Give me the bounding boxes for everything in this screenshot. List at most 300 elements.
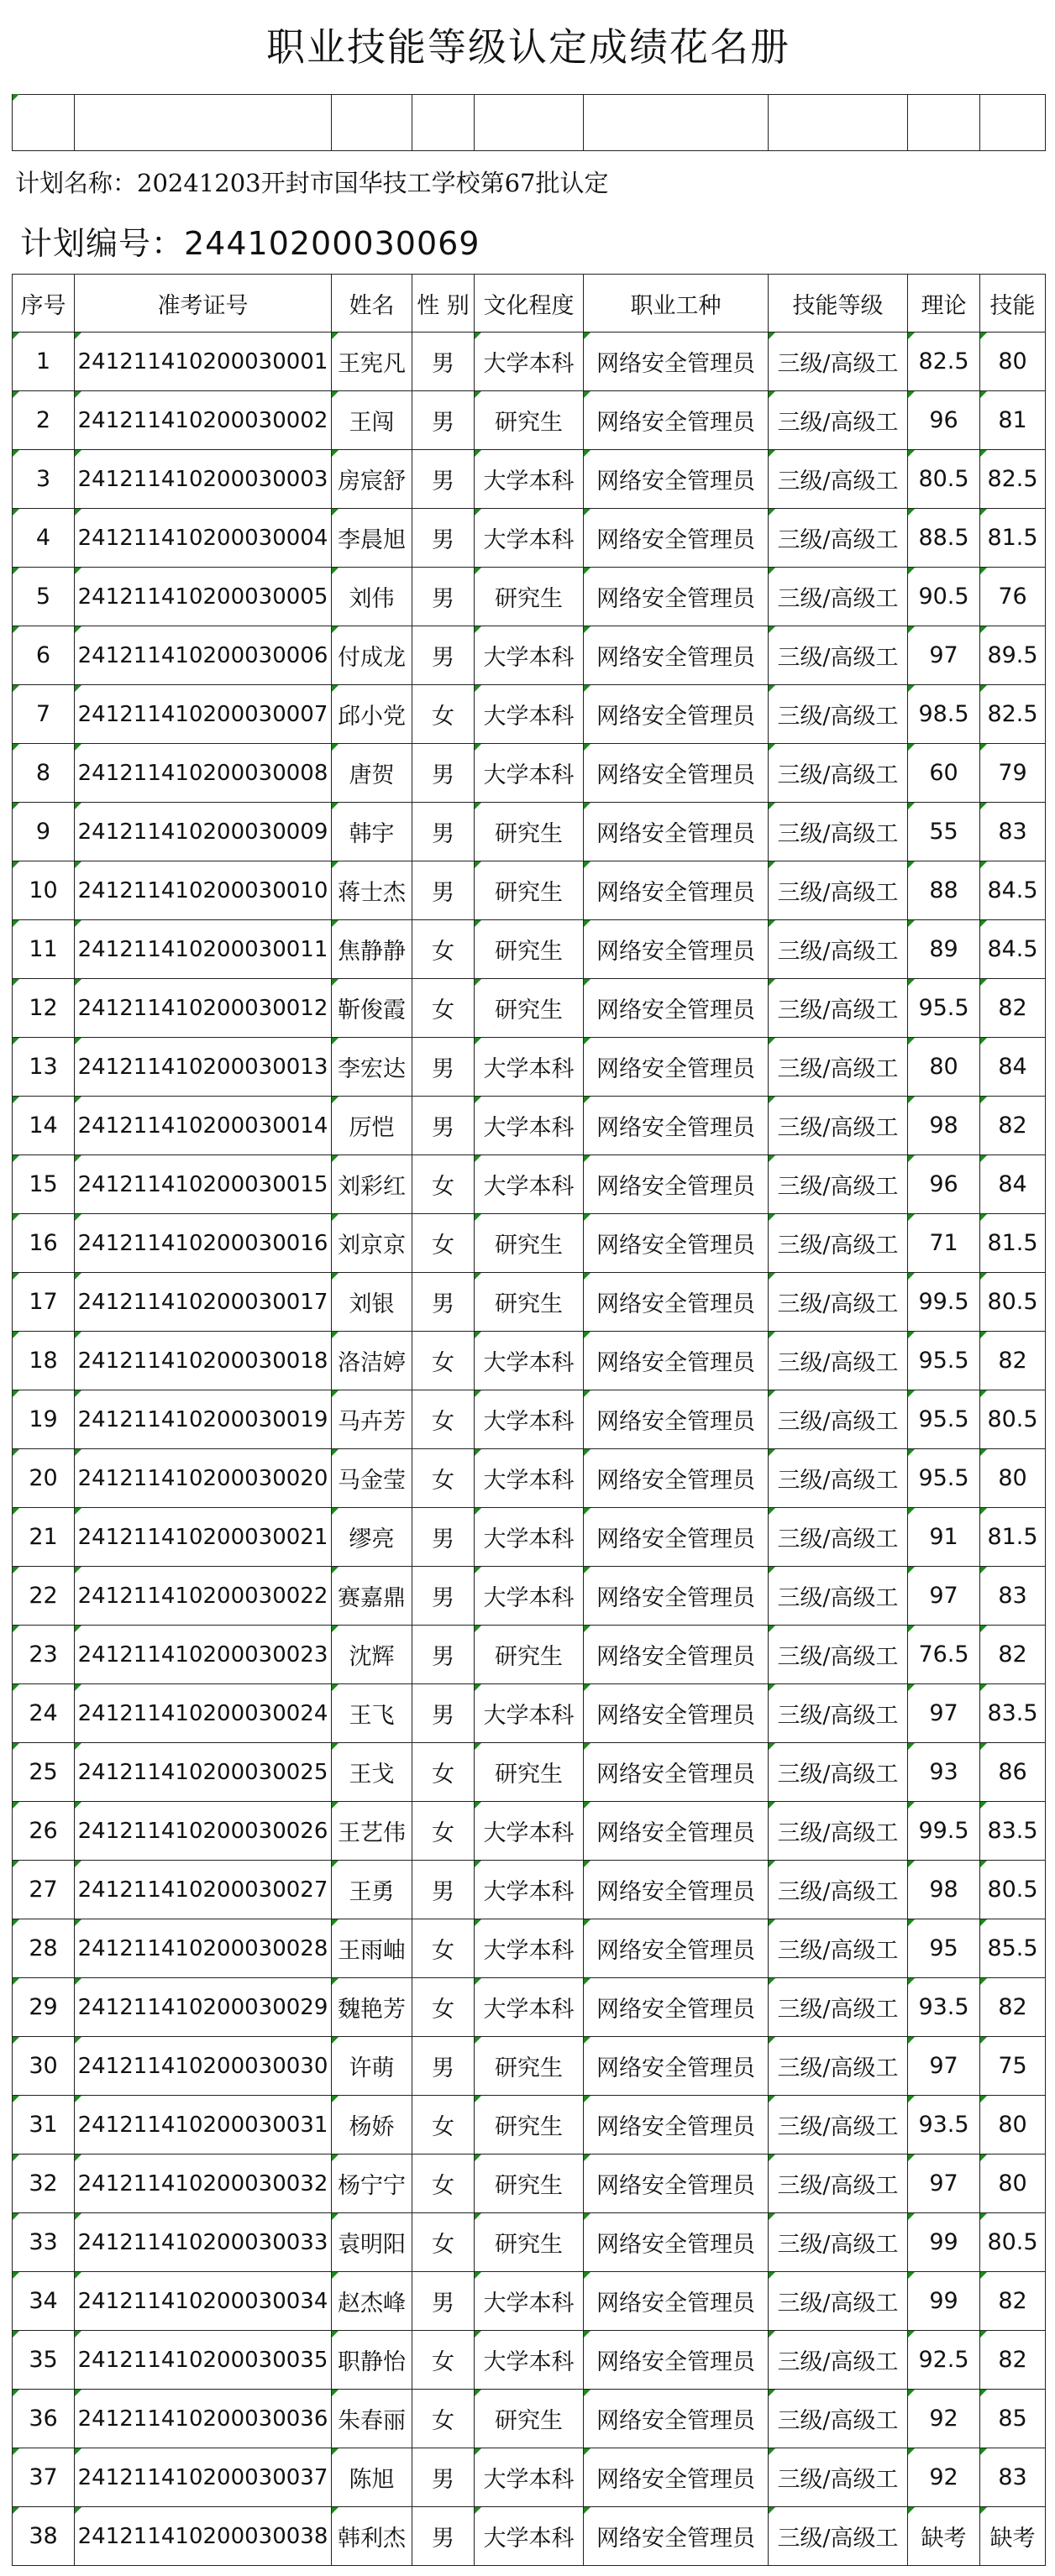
cell-occupation[interactable]: 网络安全管理员 — [584, 1567, 769, 1626]
cell-skill-level[interactable]: 三级/高级工 — [769, 450, 908, 509]
cell-exam-id[interactable]: 241211410200030006 — [75, 626, 332, 685]
cell-occupation[interactable]: 网络安全管理员 — [584, 1919, 769, 1978]
cell-exam-id[interactable]: 241211410200030010 — [75, 861, 332, 920]
cell-index[interactable]: 12 — [13, 979, 75, 1038]
cell-occupation[interactable]: 网络安全管理员 — [584, 2390, 769, 2448]
cell-index[interactable]: 34 — [13, 2272, 75, 2331]
cell-skill-score[interactable]: 84 — [980, 1038, 1046, 1097]
blank-cell[interactable] — [75, 94, 332, 151]
cell-skill-level[interactable]: 三级/高级工 — [769, 2155, 908, 2213]
cell-skill-score[interactable]: 82 — [980, 2331, 1046, 2390]
cell-occupation[interactable]: 网络安全管理员 — [584, 1214, 769, 1273]
cell-theory-score[interactable]: 98 — [908, 1861, 980, 1919]
cell-occupation[interactable]: 网络安全管理员 — [584, 861, 769, 920]
cell-theory-score[interactable]: 95 — [908, 1919, 980, 1978]
cell-name[interactable]: 靳俊霞 — [332, 979, 412, 1038]
cell-skill-score[interactable]: 80 — [980, 332, 1046, 391]
header-exam-id[interactable]: 准考证号 — [75, 275, 332, 332]
cell-theory-score[interactable]: 96 — [908, 391, 980, 450]
cell-skill-level[interactable]: 三级/高级工 — [769, 1097, 908, 1155]
cell-gender[interactable]: 女 — [412, 2155, 475, 2213]
cell-education[interactable]: 大学本科 — [475, 1919, 584, 1978]
blank-cell[interactable] — [908, 94, 980, 151]
cell-skill-level[interactable]: 三级/高级工 — [769, 391, 908, 450]
cell-occupation[interactable]: 网络安全管理员 — [584, 744, 769, 803]
cell-skill-level[interactable]: 三级/高级工 — [769, 568, 908, 626]
cell-theory-score[interactable]: 76.5 — [908, 1626, 980, 1684]
cell-index[interactable]: 30 — [13, 2037, 75, 2096]
cell-name[interactable]: 职静怡 — [332, 2331, 412, 2390]
cell-index[interactable]: 4 — [13, 509, 75, 568]
cell-skill-score[interactable]: 79 — [980, 744, 1046, 803]
cell-gender[interactable]: 男 — [412, 861, 475, 920]
cell-theory-score[interactable]: 93 — [908, 1743, 980, 1802]
cell-exam-id[interactable]: 241211410200030002 — [75, 391, 332, 450]
cell-name[interactable]: 马金莹 — [332, 1449, 412, 1508]
cell-education[interactable]: 研究生 — [475, 2096, 584, 2155]
cell-skill-score[interactable]: 82 — [980, 1097, 1046, 1155]
cell-theory-score[interactable]: 97 — [908, 1684, 980, 1743]
cell-theory-score[interactable]: 60 — [908, 744, 980, 803]
cell-gender[interactable]: 女 — [412, 685, 475, 744]
cell-theory-score[interactable]: 99.5 — [908, 1273, 980, 1332]
cell-occupation[interactable]: 网络安全管理员 — [584, 2507, 769, 2566]
cell-skill-score[interactable]: 76 — [980, 568, 1046, 626]
cell-name[interactable]: 韩利杰 — [332, 2507, 412, 2566]
cell-theory-score[interactable]: 97 — [908, 1567, 980, 1626]
cell-index[interactable]: 18 — [13, 1332, 75, 1390]
cell-skill-score[interactable]: 85.5 — [980, 1919, 1046, 1978]
cell-skill-level[interactable]: 三级/高级工 — [769, 1684, 908, 1743]
cell-education[interactable]: 研究生 — [475, 2037, 584, 2096]
cell-index[interactable]: 33 — [13, 2213, 75, 2272]
cell-gender[interactable]: 男 — [412, 626, 475, 685]
cell-skill-level[interactable]: 三级/高级工 — [769, 1626, 908, 1684]
cell-name[interactable]: 朱春丽 — [332, 2390, 412, 2448]
cell-occupation[interactable]: 网络安全管理员 — [584, 1390, 769, 1449]
cell-name[interactable]: 厉恺 — [332, 1097, 412, 1155]
cell-gender[interactable]: 女 — [412, 2096, 475, 2155]
cell-exam-id[interactable]: 241211410200030021 — [75, 1508, 332, 1567]
cell-name[interactable]: 袁明阳 — [332, 2213, 412, 2272]
cell-index[interactable]: 35 — [13, 2331, 75, 2390]
cell-skill-score[interactable]: 缺考 — [980, 2507, 1046, 2566]
cell-skill-level[interactable]: 三级/高级工 — [769, 1273, 908, 1332]
cell-theory-score[interactable]: 95.5 — [908, 979, 980, 1038]
cell-index[interactable]: 3 — [13, 450, 75, 509]
cell-skill-level[interactable]: 三级/高级工 — [769, 2507, 908, 2566]
cell-gender[interactable]: 男 — [412, 1038, 475, 1097]
cell-skill-score[interactable]: 82 — [980, 2272, 1046, 2331]
cell-education[interactable]: 研究生 — [475, 1214, 584, 1273]
cell-name[interactable]: 房宸舒 — [332, 450, 412, 509]
cell-gender[interactable]: 男 — [412, 509, 475, 568]
cell-exam-id[interactable]: 241211410200030036 — [75, 2390, 332, 2448]
cell-exam-id[interactable]: 241211410200030038 — [75, 2507, 332, 2566]
cell-name[interactable]: 王雨岫 — [332, 1919, 412, 1978]
cell-occupation[interactable]: 网络安全管理员 — [584, 568, 769, 626]
cell-exam-id[interactable]: 241211410200030012 — [75, 979, 332, 1038]
cell-skill-level[interactable]: 三级/高级工 — [769, 1390, 908, 1449]
cell-name[interactable]: 王飞 — [332, 1684, 412, 1743]
cell-name[interactable]: 沈辉 — [332, 1626, 412, 1684]
cell-gender[interactable]: 男 — [412, 2272, 475, 2331]
cell-skill-score[interactable]: 80.5 — [980, 1861, 1046, 1919]
cell-exam-id[interactable]: 241211410200030018 — [75, 1332, 332, 1390]
cell-theory-score[interactable]: 93.5 — [908, 1978, 980, 2037]
cell-gender[interactable]: 男 — [412, 332, 475, 391]
header-education[interactable]: 文化程度 — [475, 275, 584, 332]
cell-skill-score[interactable]: 80 — [980, 2155, 1046, 2213]
cell-exam-id[interactable]: 241211410200030035 — [75, 2331, 332, 2390]
cell-theory-score[interactable]: 80 — [908, 1038, 980, 1097]
cell-exam-id[interactable]: 241211410200030023 — [75, 1626, 332, 1684]
cell-skill-score[interactable]: 80.5 — [980, 1273, 1046, 1332]
cell-education[interactable]: 研究生 — [475, 920, 584, 979]
cell-skill-score[interactable]: 83.5 — [980, 1802, 1046, 1861]
cell-exam-id[interactable]: 241211410200030037 — [75, 2448, 332, 2507]
cell-education[interactable]: 大学本科 — [475, 1802, 584, 1861]
cell-skill-score[interactable]: 80.5 — [980, 2213, 1046, 2272]
cell-name[interactable]: 陈旭 — [332, 2448, 412, 2507]
cell-theory-score[interactable]: 89 — [908, 920, 980, 979]
cell-education[interactable]: 研究生 — [475, 979, 584, 1038]
cell-name[interactable]: 王戈 — [332, 1743, 412, 1802]
cell-exam-id[interactable]: 241211410200030029 — [75, 1978, 332, 2037]
cell-name[interactable]: 韩宇 — [332, 803, 412, 861]
cell-education[interactable]: 大学本科 — [475, 2448, 584, 2507]
cell-gender[interactable]: 男 — [412, 1626, 475, 1684]
cell-skill-level[interactable]: 三级/高级工 — [769, 509, 908, 568]
cell-exam-id[interactable]: 241211410200030025 — [75, 1743, 332, 1802]
header-name[interactable]: 姓名 — [332, 275, 412, 332]
cell-exam-id[interactable]: 241211410200030003 — [75, 450, 332, 509]
cell-education[interactable]: 大学本科 — [475, 1978, 584, 2037]
cell-gender[interactable]: 女 — [412, 1214, 475, 1273]
cell-gender[interactable]: 男 — [412, 1567, 475, 1626]
cell-name[interactable]: 刘伟 — [332, 568, 412, 626]
cell-skill-score[interactable]: 75 — [980, 2037, 1046, 2096]
cell-occupation[interactable]: 网络安全管理员 — [584, 1626, 769, 1684]
cell-gender[interactable]: 女 — [412, 1449, 475, 1508]
cell-gender[interactable]: 男 — [412, 2448, 475, 2507]
cell-index[interactable]: 5 — [13, 568, 75, 626]
cell-education[interactable]: 研究生 — [475, 2390, 584, 2448]
cell-index[interactable]: 1 — [13, 332, 75, 391]
cell-skill-score[interactable]: 82.5 — [980, 685, 1046, 744]
cell-theory-score[interactable]: 96 — [908, 1155, 980, 1214]
cell-skill-level[interactable]: 三级/高级工 — [769, 979, 908, 1038]
cell-skill-score[interactable]: 86 — [980, 1743, 1046, 1802]
cell-theory-score[interactable]: 80.5 — [908, 450, 980, 509]
cell-gender[interactable]: 男 — [412, 2037, 475, 2096]
cell-occupation[interactable]: 网络安全管理员 — [584, 920, 769, 979]
cell-index[interactable]: 32 — [13, 2155, 75, 2213]
blank-cell[interactable] — [13, 94, 75, 151]
cell-occupation[interactable]: 网络安全管理员 — [584, 2213, 769, 2272]
cell-index[interactable]: 2 — [13, 391, 75, 450]
cell-theory-score[interactable]: 99 — [908, 2272, 980, 2331]
cell-education[interactable]: 研究生 — [475, 1626, 584, 1684]
cell-occupation[interactable]: 网络安全管理员 — [584, 1684, 769, 1743]
cell-gender[interactable]: 女 — [412, 2390, 475, 2448]
cell-skill-level[interactable]: 三级/高级工 — [769, 1508, 908, 1567]
cell-education[interactable]: 大学本科 — [475, 509, 584, 568]
cell-skill-level[interactable]: 三级/高级工 — [769, 803, 908, 861]
cell-skill-level[interactable]: 三级/高级工 — [769, 685, 908, 744]
cell-skill-score[interactable]: 82 — [980, 1626, 1046, 1684]
cell-skill-score[interactable]: 84.5 — [980, 861, 1046, 920]
cell-exam-id[interactable]: 241211410200030011 — [75, 920, 332, 979]
cell-skill-level[interactable]: 三级/高级工 — [769, 2037, 908, 2096]
cell-theory-score[interactable]: 93.5 — [908, 2096, 980, 2155]
cell-skill-level[interactable]: 三级/高级工 — [769, 1861, 908, 1919]
cell-occupation[interactable]: 网络安全管理员 — [584, 626, 769, 685]
cell-skill-score[interactable]: 85 — [980, 2390, 1046, 2448]
cell-education[interactable]: 研究生 — [475, 2213, 584, 2272]
cell-skill-level[interactable]: 三级/高级工 — [769, 1449, 908, 1508]
cell-skill-level[interactable]: 三级/高级工 — [769, 2096, 908, 2155]
cell-skill-score[interactable]: 84 — [980, 1155, 1046, 1214]
cell-skill-score[interactable]: 80 — [980, 2096, 1046, 2155]
cell-theory-score[interactable]: 92 — [908, 2390, 980, 2448]
cell-index[interactable]: 28 — [13, 1919, 75, 1978]
cell-skill-score[interactable]: 80 — [980, 1449, 1046, 1508]
cell-exam-id[interactable]: 241211410200030032 — [75, 2155, 332, 2213]
cell-education[interactable]: 大学本科 — [475, 1508, 584, 1567]
cell-gender[interactable]: 男 — [412, 1097, 475, 1155]
cell-name[interactable]: 付成龙 — [332, 626, 412, 685]
cell-skill-level[interactable]: 三级/高级工 — [769, 1038, 908, 1097]
cell-exam-id[interactable]: 241211410200030017 — [75, 1273, 332, 1332]
cell-index[interactable]: 37 — [13, 2448, 75, 2507]
cell-index[interactable]: 6 — [13, 626, 75, 685]
cell-name[interactable]: 赛嘉鼎 — [332, 1567, 412, 1626]
cell-gender[interactable]: 女 — [412, 979, 475, 1038]
cell-occupation[interactable]: 网络安全管理员 — [584, 1743, 769, 1802]
cell-index[interactable]: 8 — [13, 744, 75, 803]
cell-gender[interactable]: 女 — [412, 1332, 475, 1390]
cell-gender[interactable]: 男 — [412, 2507, 475, 2566]
blank-cell[interactable] — [412, 94, 475, 151]
cell-name[interactable]: 王宪凡 — [332, 332, 412, 391]
cell-occupation[interactable]: 网络安全管理员 — [584, 391, 769, 450]
cell-exam-id[interactable]: 241211410200030028 — [75, 1919, 332, 1978]
cell-skill-score[interactable]: 82 — [980, 1978, 1046, 2037]
cell-index[interactable]: 36 — [13, 2390, 75, 2448]
cell-name[interactable]: 李宏达 — [332, 1038, 412, 1097]
cell-theory-score[interactable]: 99 — [908, 2213, 980, 2272]
cell-gender[interactable]: 男 — [412, 1508, 475, 1567]
cell-skill-level[interactable]: 三级/高级工 — [769, 1919, 908, 1978]
cell-index[interactable]: 23 — [13, 1626, 75, 1684]
cell-occupation[interactable]: 网络安全管理员 — [584, 2037, 769, 2096]
cell-skill-level[interactable]: 三级/高级工 — [769, 1743, 908, 1802]
cell-occupation[interactable]: 网络安全管理员 — [584, 1449, 769, 1508]
cell-occupation[interactable]: 网络安全管理员 — [584, 2331, 769, 2390]
cell-gender[interactable]: 男 — [412, 1273, 475, 1332]
cell-skill-level[interactable]: 三级/高级工 — [769, 1978, 908, 2037]
cell-exam-id[interactable]: 241211410200030001 — [75, 332, 332, 391]
cell-name[interactable]: 王闯 — [332, 391, 412, 450]
cell-exam-id[interactable]: 241211410200030026 — [75, 1802, 332, 1861]
cell-education[interactable]: 研究生 — [475, 2155, 584, 2213]
header-index[interactable]: 序号 — [13, 275, 75, 332]
cell-education[interactable]: 大学本科 — [475, 685, 584, 744]
cell-name[interactable]: 蒋士杰 — [332, 861, 412, 920]
cell-skill-level[interactable]: 三级/高级工 — [769, 332, 908, 391]
cell-name[interactable]: 洛洁婷 — [332, 1332, 412, 1390]
cell-skill-level[interactable]: 三级/高级工 — [769, 1567, 908, 1626]
cell-skill-score[interactable]: 83.5 — [980, 1684, 1046, 1743]
cell-education[interactable]: 大学本科 — [475, 2272, 584, 2331]
cell-occupation[interactable]: 网络安全管理员 — [584, 450, 769, 509]
cell-occupation[interactable]: 网络安全管理员 — [584, 1861, 769, 1919]
cell-name[interactable]: 唐贺 — [332, 744, 412, 803]
cell-education[interactable]: 大学本科 — [475, 1332, 584, 1390]
blank-cell[interactable] — [332, 94, 412, 151]
cell-name[interactable]: 刘彩红 — [332, 1155, 412, 1214]
cell-exam-id[interactable]: 241211410200030027 — [75, 1861, 332, 1919]
blank-cell[interactable] — [980, 94, 1046, 151]
cell-gender[interactable]: 女 — [412, 1802, 475, 1861]
cell-skill-score[interactable]: 83 — [980, 2448, 1046, 2507]
cell-occupation[interactable]: 网络安全管理员 — [584, 2448, 769, 2507]
cell-name[interactable]: 魏艳芳 — [332, 1978, 412, 2037]
cell-skill-score[interactable]: 82.5 — [980, 450, 1046, 509]
cell-index[interactable]: 31 — [13, 2096, 75, 2155]
cell-theory-score[interactable]: 71 — [908, 1214, 980, 1273]
blank-cell[interactable] — [769, 94, 908, 151]
cell-theory-score[interactable]: 99.5 — [908, 1802, 980, 1861]
cell-education[interactable]: 大学本科 — [475, 1684, 584, 1743]
cell-index[interactable]: 29 — [13, 1978, 75, 2037]
cell-theory-score[interactable]: 88.5 — [908, 509, 980, 568]
cell-occupation[interactable]: 网络安全管理员 — [584, 1802, 769, 1861]
cell-occupation[interactable]: 网络安全管理员 — [584, 1332, 769, 1390]
cell-index[interactable]: 25 — [13, 1743, 75, 1802]
cell-skill-score[interactable]: 84.5 — [980, 920, 1046, 979]
cell-exam-id[interactable]: 241211410200030033 — [75, 2213, 332, 2272]
header-theory[interactable]: 理论 — [908, 275, 980, 332]
cell-exam-id[interactable]: 241211410200030016 — [75, 1214, 332, 1273]
cell-occupation[interactable]: 网络安全管理员 — [584, 979, 769, 1038]
cell-skill-score[interactable]: 80.5 — [980, 1390, 1046, 1449]
cell-exam-id[interactable]: 241211410200030030 — [75, 2037, 332, 2096]
cell-education[interactable]: 大学本科 — [475, 1155, 584, 1214]
cell-index[interactable]: 19 — [13, 1390, 75, 1449]
cell-exam-id[interactable]: 241211410200030009 — [75, 803, 332, 861]
cell-exam-id[interactable]: 241211410200030013 — [75, 1038, 332, 1097]
cell-index[interactable]: 16 — [13, 1214, 75, 1273]
cell-exam-id[interactable]: 241211410200030034 — [75, 2272, 332, 2331]
cell-theory-score[interactable]: 88 — [908, 861, 980, 920]
cell-education[interactable]: 大学本科 — [475, 1038, 584, 1097]
cell-skill-score[interactable]: 81.5 — [980, 1508, 1046, 1567]
cell-education[interactable]: 大学本科 — [475, 1449, 584, 1508]
blank-cell[interactable] — [475, 94, 584, 151]
cell-index[interactable]: 10 — [13, 861, 75, 920]
cell-education[interactable]: 研究生 — [475, 568, 584, 626]
cell-name[interactable]: 刘京京 — [332, 1214, 412, 1273]
cell-gender[interactable]: 男 — [412, 1861, 475, 1919]
cell-occupation[interactable]: 网络安全管理员 — [584, 2272, 769, 2331]
header-skill-level[interactable]: 技能等级 — [769, 275, 908, 332]
cell-education[interactable]: 大学本科 — [475, 2507, 584, 2566]
cell-theory-score[interactable]: 缺考 — [908, 2507, 980, 2566]
cell-occupation[interactable]: 网络安全管理员 — [584, 1038, 769, 1097]
cell-occupation[interactable]: 网络安全管理员 — [584, 2155, 769, 2213]
cell-theory-score[interactable]: 91 — [908, 1508, 980, 1567]
cell-skill-score[interactable]: 83 — [980, 1567, 1046, 1626]
cell-skill-score[interactable]: 81.5 — [980, 509, 1046, 568]
cell-name[interactable]: 邱小党 — [332, 685, 412, 744]
cell-education[interactable]: 大学本科 — [475, 1390, 584, 1449]
cell-education[interactable]: 研究生 — [475, 391, 584, 450]
cell-occupation[interactable]: 网络安全管理员 — [584, 1508, 769, 1567]
cell-gender[interactable]: 女 — [412, 1978, 475, 2037]
cell-occupation[interactable]: 网络安全管理员 — [584, 803, 769, 861]
cell-index[interactable]: 38 — [13, 2507, 75, 2566]
cell-theory-score[interactable]: 97 — [908, 2155, 980, 2213]
cell-skill-level[interactable]: 三级/高级工 — [769, 626, 908, 685]
cell-index[interactable]: 27 — [13, 1861, 75, 1919]
cell-name[interactable]: 王勇 — [332, 1861, 412, 1919]
cell-gender[interactable]: 男 — [412, 803, 475, 861]
cell-name[interactable]: 刘银 — [332, 1273, 412, 1332]
cell-education[interactable]: 研究生 — [475, 803, 584, 861]
cell-theory-score[interactable]: 55 — [908, 803, 980, 861]
cell-education[interactable]: 研究生 — [475, 1273, 584, 1332]
cell-index[interactable]: 22 — [13, 1567, 75, 1626]
cell-exam-id[interactable]: 241211410200030031 — [75, 2096, 332, 2155]
cell-gender[interactable]: 女 — [412, 1155, 475, 1214]
cell-skill-level[interactable]: 三级/高级工 — [769, 2448, 908, 2507]
cell-education[interactable]: 大学本科 — [475, 744, 584, 803]
cell-skill-level[interactable]: 三级/高级工 — [769, 1332, 908, 1390]
cell-exam-id[interactable]: 241211410200030007 — [75, 685, 332, 744]
cell-index[interactable]: 20 — [13, 1449, 75, 1508]
cell-index[interactable]: 7 — [13, 685, 75, 744]
cell-exam-id[interactable]: 241211410200030022 — [75, 1567, 332, 1626]
cell-skill-level[interactable]: 三级/高级工 — [769, 2272, 908, 2331]
cell-occupation[interactable]: 网络安全管理员 — [584, 1097, 769, 1155]
header-skill[interactable]: 技能 — [980, 275, 1046, 332]
cell-index[interactable]: 9 — [13, 803, 75, 861]
cell-gender[interactable]: 男 — [412, 450, 475, 509]
cell-index[interactable]: 26 — [13, 1802, 75, 1861]
cell-education[interactable]: 研究生 — [475, 861, 584, 920]
cell-exam-id[interactable]: 241211410200030024 — [75, 1684, 332, 1743]
cell-theory-score[interactable]: 92.5 — [908, 2331, 980, 2390]
cell-index[interactable]: 21 — [13, 1508, 75, 1567]
cell-skill-score[interactable]: 81.5 — [980, 1214, 1046, 1273]
cell-theory-score[interactable]: 92 — [908, 2448, 980, 2507]
cell-name[interactable]: 许萌 — [332, 2037, 412, 2096]
cell-skill-score[interactable]: 83 — [980, 803, 1046, 861]
cell-theory-score[interactable]: 95.5 — [908, 1449, 980, 1508]
cell-occupation[interactable]: 网络安全管理员 — [584, 1155, 769, 1214]
cell-skill-level[interactable]: 三级/高级工 — [769, 920, 908, 979]
cell-skill-level[interactable]: 三级/高级工 — [769, 2213, 908, 2272]
cell-skill-level[interactable]: 三级/高级工 — [769, 1802, 908, 1861]
cell-gender[interactable]: 女 — [412, 1919, 475, 1978]
cell-occupation[interactable]: 网络安全管理员 — [584, 509, 769, 568]
cell-theory-score[interactable]: 97 — [908, 2037, 980, 2096]
cell-theory-score[interactable]: 90.5 — [908, 568, 980, 626]
cell-skill-level[interactable]: 三级/高级工 — [769, 861, 908, 920]
cell-skill-score[interactable]: 89.5 — [980, 626, 1046, 685]
